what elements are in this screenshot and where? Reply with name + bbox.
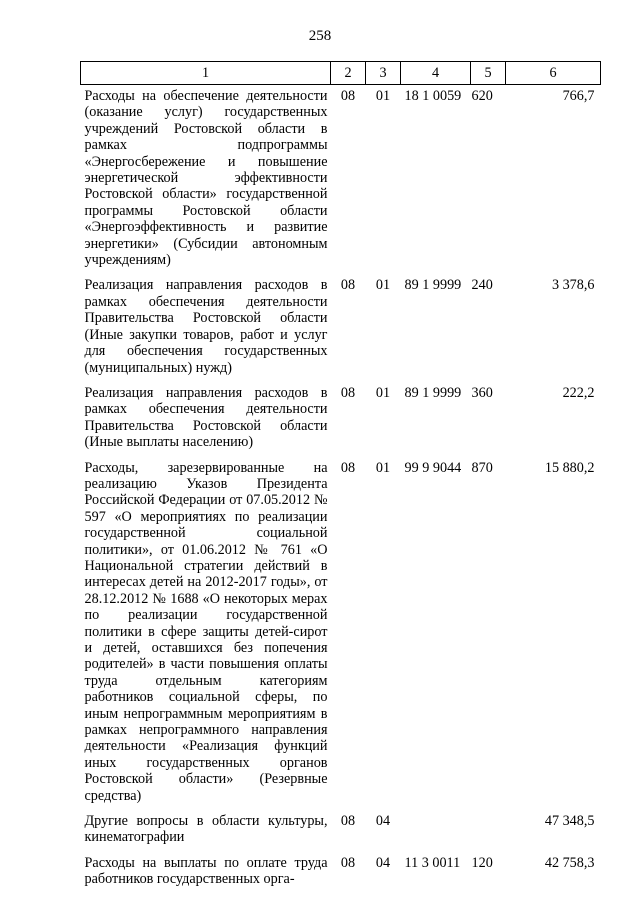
row-subsection-code: 01 <box>375 88 391 104</box>
header-cell: 5 <box>471 62 506 85</box>
row-target-code: 18 1 0059 <box>404 88 462 104</box>
header-cell: 3 <box>366 62 401 85</box>
row-expense-type-code: 240 <box>471 277 493 294</box>
row-subsection-code: 04 <box>375 854 391 871</box>
header-cell: 4 <box>401 62 471 85</box>
row-amount: 222,2 <box>562 384 595 401</box>
table-row <box>81 813 601 855</box>
row-target-code: 89 1 9999 <box>404 384 462 401</box>
row-target-code: 11 3 0011 <box>404 854 461 871</box>
row-expense-type-code: 360 <box>471 384 493 401</box>
row-subsection-code: 04 <box>375 813 391 830</box>
header-cell: 6 <box>506 62 601 85</box>
row-description: Расходы, зарезервированные на реализацию Указов Президента Российской Федерации от 07.05.2012 № 597 «О мероприятиях по реализации государственной социальной политики», от 01.06.2012 № 761 «О Национальной стратегии действий в интересах детей на 2012-2017 годы», от 28.12.2012 № 1688 «О некоторых мерах по реализации государственной политики в сфере защиты детей-сирот и детей, оставшихся без попечения родителей» в части повышения оплаты труда отдельным категориям работников социальной сферы, по иным непрограммным мероприятиям в рамках непрограммного направления деятельности «Реализация функций иных государственных органов Ростовской области» (Резервные средства) <box>84 459 328 804</box>
header-cell: 2 <box>331 62 366 85</box>
row-section-code: 08 <box>340 88 356 104</box>
row-subsection-code: 01 <box>375 277 391 294</box>
header-cell: 1 <box>81 62 331 85</box>
table-row <box>81 385 601 460</box>
row-description: Реализация направления расходов в рамках обеспечения деятельности Правительства Ростовской области (Иные выплаты населению) <box>84 384 328 451</box>
row-expense-type-code <box>471 813 506 855</box>
row-amount: 766,7 <box>562 88 595 104</box>
row-section-code: 08 <box>340 277 356 294</box>
row-description: Другие вопросы в области культуры, кинематографии <box>84 813 328 846</box>
row-amount: 47 348,5 <box>544 813 595 830</box>
table-row <box>81 277 601 384</box>
row-target-code: 89 1 9999 <box>404 277 462 294</box>
table-row <box>81 855 601 897</box>
row-description: Реализация направления расходов в рамках обеспечения деятельности Правительства Ростовской области (Иные закупки товаров, работ и услуг для обеспечения государственных (муниципальных) нужд) <box>84 277 328 376</box>
table-row <box>81 460 601 814</box>
row-subsection-code: 01 <box>375 459 391 476</box>
row-section-code: 08 <box>340 459 356 476</box>
row-section-code: 08 <box>340 854 356 871</box>
budget-table <box>80 61 601 897</box>
row-expense-type-code: 870 <box>471 459 493 476</box>
row-description: Расходы на выплаты по оплате труда работников государственных орга- <box>84 854 328 888</box>
table-header-row <box>81 62 601 85</box>
table-row <box>81 85 601 278</box>
row-amount: 3 378,6 <box>551 277 595 294</box>
row-section-code: 08 <box>340 813 356 830</box>
row-amount: 42 758,3 <box>544 854 595 871</box>
row-expense-type-code: 620 <box>471 88 493 104</box>
row-target-code <box>401 813 471 855</box>
page-number: 258 <box>308 28 332 44</box>
row-target-code: 99 9 9044 <box>404 459 462 476</box>
row-description: Расходы на обеспечение деятельности (оказание услуг) государственных учреждений Ростовской области в рамках подпрограммы «Энергосбережение и повышение энергетической эффективности Ростовской области» государственной программы Ростовской области «Энергоэффективность и развитие энергетики» (Субсидии автономным учреждениям) <box>84 88 328 269</box>
row-section-code: 08 <box>340 384 356 401</box>
row-amount: 15 880,2 <box>544 459 595 476</box>
row-expense-type-code: 120 <box>471 854 493 871</box>
row-subsection-code: 01 <box>375 384 391 401</box>
